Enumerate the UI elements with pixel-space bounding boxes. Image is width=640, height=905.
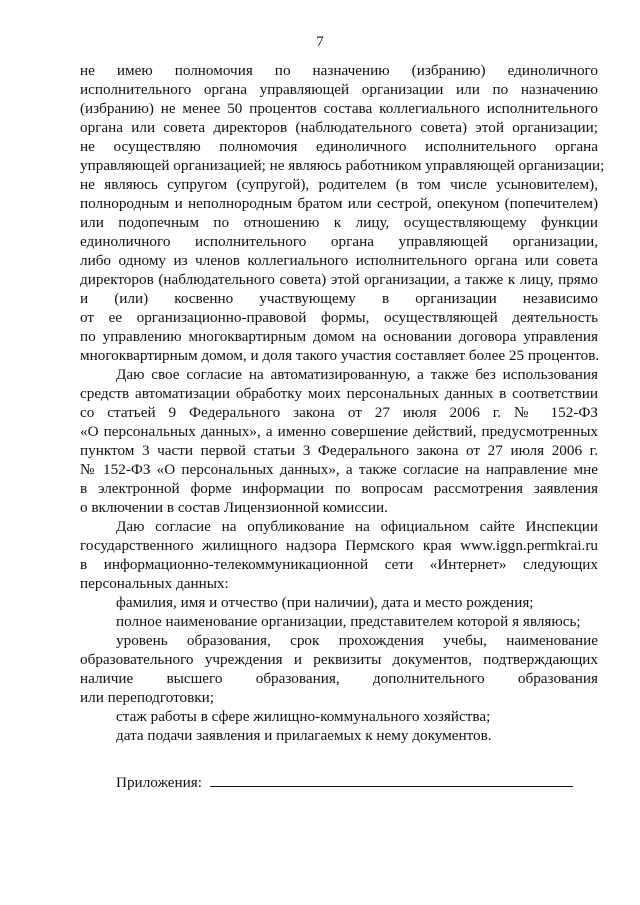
- text-line: дата подачи заявления и прилагаемых к нему документов.: [116, 727, 492, 744]
- text-line: в электронной форме информации по вопросам рассмотрения заявления: [80, 480, 598, 497]
- text-line: органа или совета директоров (наблюдательного совета) этой организации;: [80, 119, 598, 136]
- text-line: директоров (наблюдательного совета) этой организации, а также к лицу, прямо: [80, 271, 598, 288]
- text-line: или подопечным по отношению к лицу, осуществляющему функции: [80, 214, 598, 231]
- document-body: [80, 61, 605, 745]
- text-line: в информационно-телекоммуникационной сети «Интернет» следующих: [80, 556, 598, 573]
- text-line: фамилия, имя и отчество (при наличии), дата и место рождения;: [116, 594, 534, 611]
- text-line: по управлению многоквартирным домом на основании договора управления: [80, 328, 598, 345]
- text-line: (избранию) не менее 50 процентов состава коллегиального исполнительного: [80, 100, 598, 117]
- text-line: и (или) косвенно участвующему в организации независимо: [80, 290, 598, 307]
- text-line: «О персональных данных», а именно совершение действий, предусмотренных: [80, 423, 598, 440]
- text-line: либо одному из членов коллегиального исполнительного органа или совета: [80, 252, 598, 269]
- attachments-blank-line: [210, 770, 573, 787]
- text-line: не являюсь супругом (супругой), родителем (в том числе усыновителем),: [80, 176, 598, 193]
- text-line: стаж работы в сфере жилищно-коммунального хозяйства;: [116, 708, 491, 725]
- text-line: Даю согласие на опубликование на официальном сайте Инспекции: [116, 518, 598, 535]
- paragraph-disclaimer: [80, 61, 605, 365]
- text-line: или переподготовки;: [80, 689, 215, 706]
- paragraph-consent-processing: [80, 365, 598, 517]
- text-line: Даю свое согласие на автоматизированную, а также без использования: [116, 366, 598, 383]
- text-line: наличие высшего образования, дополнительного образования: [80, 670, 598, 687]
- list-item-experience: [80, 707, 598, 726]
- list-item-organization: [80, 612, 598, 631]
- paragraph-consent-publication: [80, 517, 598, 593]
- attachments-field: [116, 770, 573, 790]
- text-line: полнородным и неполнородным братом или сестрой, опекуном (попечителем): [80, 195, 598, 212]
- page-number: 7: [316, 34, 324, 50]
- text-line: единоличного исполнительного органа управляющей организации,: [80, 233, 598, 250]
- list-item-submission-date: [80, 726, 598, 745]
- text-line: уровень образования, срок прохождения учебы, наименование: [116, 632, 598, 649]
- text-line: многоквартирным домом, и доля такого участия составляет более 25 процентов.: [80, 347, 600, 364]
- text-line: от ее организационно-правовой формы, осуществляющей деятельность: [80, 309, 598, 326]
- text-line: образовательного учреждения и реквизиты документов, подтверждающих: [80, 651, 598, 668]
- list-item-full-name: [80, 593, 598, 612]
- text-line: не осуществляю полномочия единоличного исполнительного органа: [80, 138, 598, 155]
- text-line: № 152-ФЗ «О персональных данных», а также согласие на направление мне: [80, 461, 598, 478]
- text-line: персональных данных:: [80, 575, 229, 592]
- text-line: исполнительного органа управляющей организации или по назначению: [80, 81, 598, 98]
- text-line: средств автоматизации обработку моих персональных данных в соответствии: [80, 385, 598, 402]
- text-line: не имею полномочия по назначению (избранию) единоличного: [80, 62, 598, 79]
- text-line: со статьей 9 Федерального закона от 27 июля 2006 г. № 152-ФЗ: [80, 404, 598, 421]
- attachments-label: Приложения:: [116, 774, 202, 791]
- text-line: полное наименование организации, представителем которой я являюсь;: [116, 613, 581, 630]
- text-line: государственного жилищного надзора Пермского края www.iggn.permkrai.ru: [80, 537, 598, 554]
- text-line: пунктом 3 части первой статьи 3 Федерального закона от 27 июля 2006 г.: [80, 442, 598, 459]
- text-line: управляющей организацией; не являюсь работником управляющей организации;: [80, 157, 605, 174]
- list-item-education: [80, 631, 598, 707]
- text-line: о включении в состав Лицензионной комиссии.: [80, 499, 388, 516]
